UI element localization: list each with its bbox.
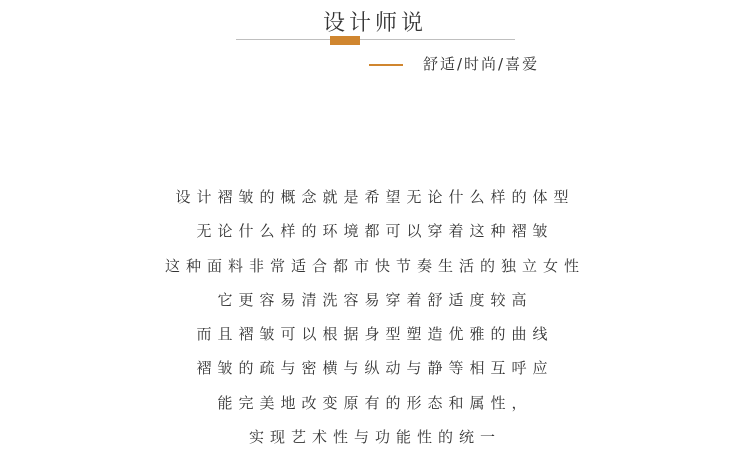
section-title: 设计师说 [322, 11, 427, 36]
statement-line: 设计褶皱的概念就是希望无论什么样的体型 [175, 188, 575, 206]
statement-line: 这种面料非常适合都市快节奏生活的独立女性 [164, 256, 585, 275]
subtitle-accent-line [369, 64, 403, 66]
statement-line: 褶皱的疏与密横与纵动与静等相互呼应 [196, 359, 554, 378]
designer-statement [0, 180, 750, 454]
statement-line: 它更容易清洗容易穿着舒适度较高 [217, 290, 533, 309]
section-subtitle: 舒适/时尚/喜爱 [423, 55, 540, 73]
statement-line: 无论什么样的环境都可以穿着这种褶皱 [196, 222, 554, 241]
statement-line: 能完美地改变原有的形态和属性， [217, 393, 533, 412]
statement-line: 实现艺术性与功能性的统一 [248, 428, 501, 447]
section-header [0, 0, 750, 80]
title-divider [236, 39, 515, 40]
statement-line: 而且褶皱可以根据身型塑造优雅的曲线 [196, 325, 554, 344]
title-accent-block [330, 36, 360, 45]
